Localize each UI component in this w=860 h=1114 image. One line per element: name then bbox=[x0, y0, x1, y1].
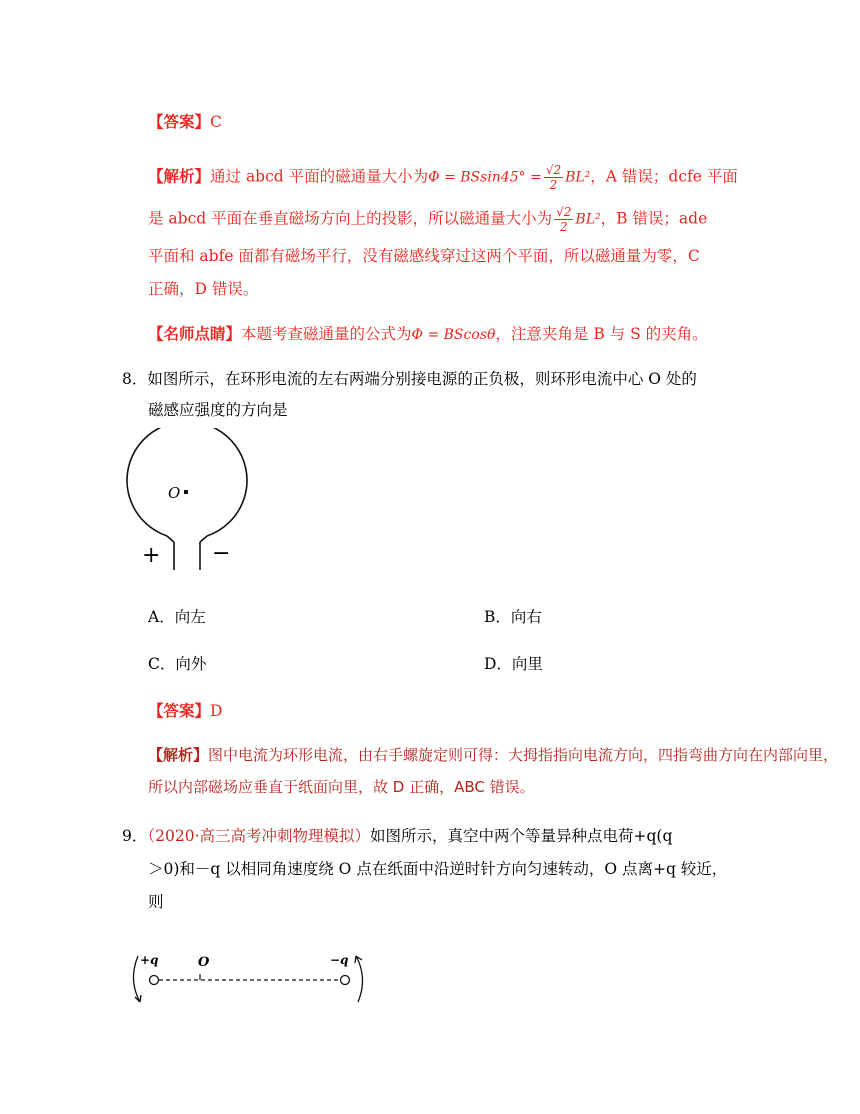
formula: Φ = BScosθ bbox=[411, 327, 496, 343]
analysis-text: ，B 错误；ade bbox=[600, 209, 708, 228]
fraction bbox=[554, 205, 573, 234]
question-9-stem-line-1 bbox=[122, 824, 672, 846]
fraction-numerator: √2 bbox=[545, 163, 562, 177]
lead-left-join bbox=[167, 536, 174, 542]
formula-tail: BL² bbox=[575, 211, 601, 228]
option-d[interactable]: D．向里 bbox=[484, 655, 543, 673]
formula: Φ = BSsin45° = bbox=[428, 169, 542, 186]
analysis-line-3: 平面和 abfe 面都有磁场平行，没有磁感线穿过这两个平面，所以磁通量为零，C bbox=[148, 247, 700, 265]
fraction bbox=[544, 163, 563, 192]
analysis-q8-line-2: 所以内部磁场应垂直于纸面向里，故 D 正确，ABC 错误。 bbox=[148, 778, 535, 796]
right-charge-label: −q bbox=[330, 953, 349, 967]
tip-text: ，注意夹角是 B 与 S 的夹角。 bbox=[495, 325, 708, 343]
ring-wire bbox=[127, 428, 247, 536]
formula-tail: BL² bbox=[565, 169, 591, 186]
option-c[interactable]: C．向外 bbox=[148, 655, 207, 673]
question-text: 如图所示，真空中两个等量异种点电荷+q(q bbox=[370, 827, 673, 845]
analysis-line-1 bbox=[148, 163, 738, 192]
analysis-text: ，A 错误；dcfe 平面 bbox=[590, 167, 738, 186]
option-b[interactable]: B．向右 bbox=[484, 608, 542, 626]
analysis-tag: 【解析】 bbox=[148, 166, 211, 186]
question-9-stem-line-3: 则 bbox=[148, 893, 164, 911]
center-label: O bbox=[168, 484, 181, 502]
fraction-numerator: √2 bbox=[556, 205, 572, 219]
minus-terminal: − bbox=[212, 541, 231, 566]
lead-right-join bbox=[200, 536, 207, 542]
answer-value: C bbox=[210, 113, 222, 131]
fraction-denominator: 2 bbox=[549, 178, 558, 192]
analysis-text: 图中电流为环形电流，由右手螺旋定则可得：大拇指指向电流方向，四指弯曲方向在内部向里， bbox=[208, 746, 839, 764]
fraction-denominator: 2 bbox=[559, 220, 568, 234]
plus-terminal: + bbox=[142, 543, 161, 568]
answer-value: D bbox=[210, 702, 223, 720]
analysis-text: 通过 abcd 平面的磁通量大小为 bbox=[210, 167, 429, 186]
analysis-line-4: 正确，D 错误。 bbox=[148, 280, 259, 298]
tip-tag: 【名师点睛】 bbox=[148, 324, 242, 343]
teacher-tip-line bbox=[148, 322, 708, 344]
answer-tag: 【答案】 bbox=[148, 112, 211, 131]
right-rotation-arc bbox=[356, 956, 363, 1002]
rotating-charges-figure bbox=[124, 946, 374, 1010]
analysis-text: 是 abcd 平面在垂直磁场方向上的投影，所以磁通量大小为 bbox=[148, 209, 553, 228]
left-charge-label: +q bbox=[140, 953, 159, 967]
center-label: O bbox=[198, 955, 210, 970]
center-point bbox=[184, 490, 188, 494]
answer-line-q8 bbox=[148, 699, 222, 721]
question-source: （2020·高三高考冲刺物理模拟） bbox=[147, 827, 370, 845]
negative-charge bbox=[341, 976, 350, 985]
answer-tag: 【答案】 bbox=[148, 701, 211, 720]
ring-current-figure bbox=[118, 428, 258, 578]
question-8-stem-line-1: 8．如图所示，在环形电流的左右两端分别接电源的正负极，则环形电流中心 O 处的 bbox=[122, 370, 697, 388]
positive-charge bbox=[150, 976, 159, 985]
option-a[interactable]: A．向左 bbox=[148, 608, 206, 626]
tip-text: 本题考查磁通量的公式为 bbox=[241, 325, 412, 343]
analysis-line-2 bbox=[148, 205, 707, 234]
question-9-stem-line-2: ＞0)和－q 以相同角速度绕 O 点在纸面中沿逆时针方向匀速转动，O 点离+q 较近， bbox=[148, 860, 728, 878]
analysis-tag: 【解析】 bbox=[148, 746, 209, 764]
question-number: 9． bbox=[122, 827, 148, 845]
answer-line-q7 bbox=[148, 110, 222, 132]
analysis-q8-line-1 bbox=[148, 744, 838, 765]
question-8-stem-line-2: 磁感应强度的方向是 bbox=[148, 401, 288, 419]
